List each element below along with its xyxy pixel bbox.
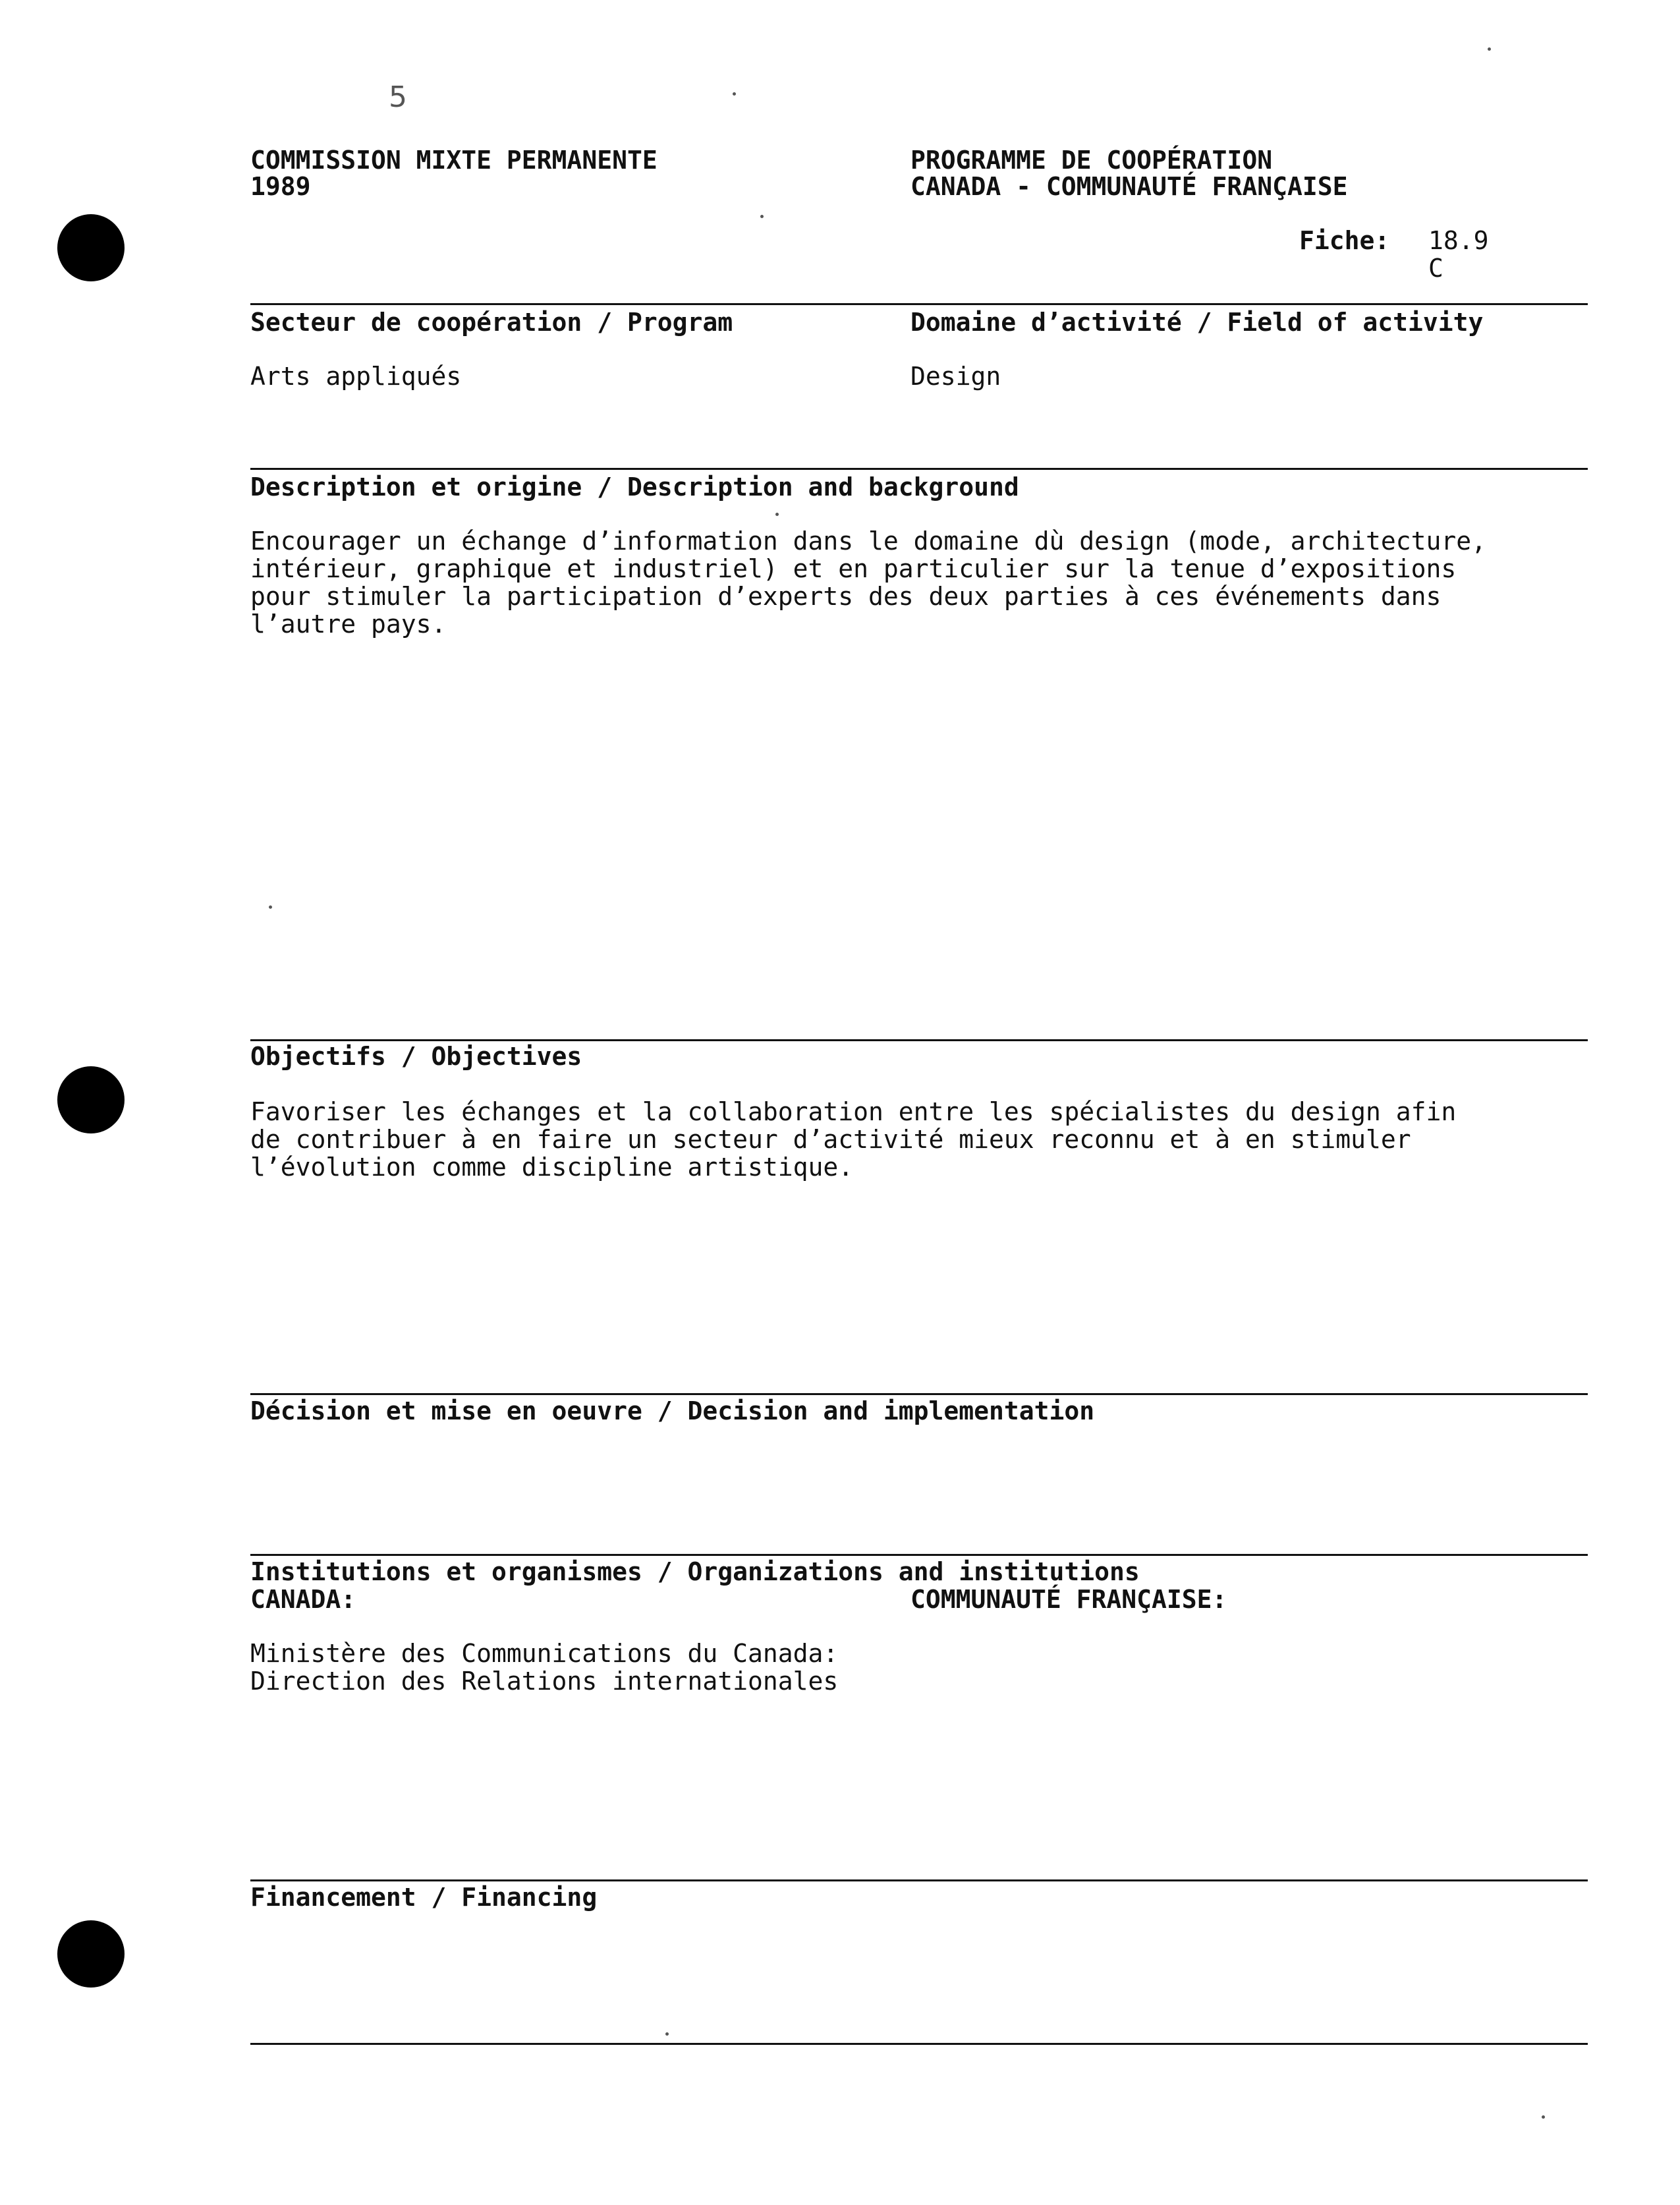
- fiche-number: 18.9: [1428, 226, 1489, 255]
- divider-institutions: [250, 1554, 1588, 1556]
- scan-speck: [760, 215, 764, 218]
- divider-description: [250, 468, 1588, 470]
- canada-label: CANADA:: [250, 1585, 356, 1614]
- description-line-3: pour stimuler la participation d’experts des deux parties à ces événements dans: [250, 582, 1442, 611]
- canada-institution-line-1: Ministère des Communications du Canada:: [250, 1639, 839, 1668]
- canada-institution-line-2: Direction des Relations internationales: [250, 1667, 839, 1696]
- fiche-letter: C: [1428, 254, 1443, 283]
- header-right-line1: PROGRAMME DE COOPÉRATION: [910, 146, 1273, 175]
- punch-hole-bottom: [57, 1920, 125, 1988]
- header-right-line2: CANADA - COMMUNAUTÉ FRANÇAISE: [910, 172, 1348, 201]
- divider-financing: [250, 1879, 1588, 1881]
- program-value: Arts appliqués: [250, 362, 462, 391]
- description-line-1: Encourager un échange d’information dans le domaine dù design (mode, architecture,: [250, 527, 1486, 556]
- punch-hole-middle: [57, 1066, 125, 1133]
- financing-heading: Financement / Financing: [250, 1883, 598, 1912]
- header-left-line2: 1989: [250, 172, 311, 201]
- header-left-line1: COMMISSION MIXTE PERMANENTE: [250, 146, 658, 175]
- field-value: Design: [910, 362, 1001, 391]
- punch-hole-top: [57, 214, 125, 281]
- objectives-line-2: de contribuer à en faire un secteur d’activité mieux reconnu et à en stimuler: [250, 1125, 1411, 1154]
- description-line-2: intérieur, graphique et industriel) et en particulier sur la tenue d’expositions: [250, 554, 1457, 583]
- scan-speck: [775, 513, 779, 516]
- divider-objectives: [250, 1039, 1588, 1041]
- scan-speck: [1542, 2115, 1545, 2119]
- fiche-label: Fiche:: [1299, 226, 1390, 255]
- objectives-line-1: Favoriser les échanges et la collaboration entre les spécialistes du design afin: [250, 1097, 1457, 1126]
- description-heading: Description et origine / Description and background: [250, 472, 1019, 501]
- divider-program: [250, 303, 1588, 305]
- handwritten-page-mark: 5: [389, 80, 407, 114]
- divider-bottom: [250, 2043, 1588, 2045]
- program-heading: Secteur de coopération / Program: [250, 308, 733, 337]
- communaute-label: COMMUNAUTÉ FRANÇAISE:: [910, 1585, 1227, 1614]
- scan-speck: [733, 92, 736, 96]
- institutions-heading: Institutions et organismes / Organizations and institutions: [250, 1557, 1140, 1586]
- field-heading: Domaine d’activité / Field of activity: [910, 308, 1484, 337]
- scan-speck: [665, 2032, 669, 2036]
- scan-speck: [269, 905, 272, 909]
- description-line-4: l’autre pays.: [250, 610, 447, 639]
- divider-decision: [250, 1393, 1588, 1395]
- objectives-line-3: l’évolution comme discipline artistique.: [250, 1153, 854, 1182]
- decision-heading: Décision et mise en oeuvre / Decision and implementation: [250, 1396, 1095, 1425]
- objectives-heading: Objectifs / Objectives: [250, 1042, 582, 1071]
- scan-speck: [1488, 47, 1491, 51]
